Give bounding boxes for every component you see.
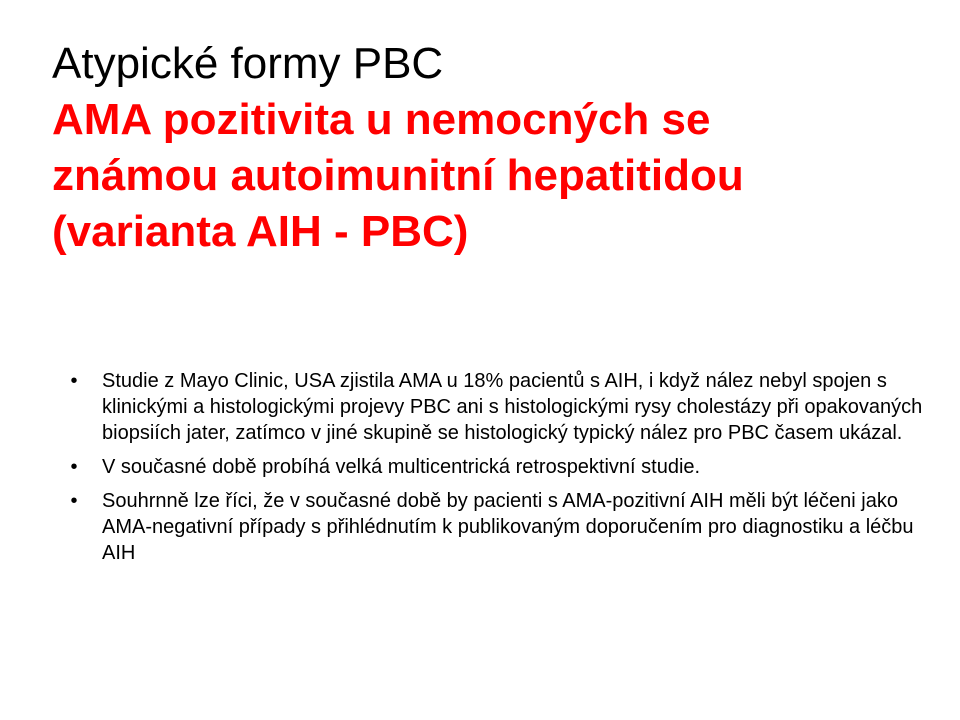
slide-title-block — [52, 36, 932, 260]
slide-title: Atypické formy PBC — [52, 39, 444, 88]
bullet-icon: • — [70, 370, 78, 392]
bullet-item-1 — [64, 368, 924, 446]
bullet-icon: • — [70, 456, 78, 478]
bullet-text-3: Souhrnně lze říci, že v současné době by pacienti s AMA-pozitivní AIH měli být léčeni jako AMA-negativní případy s přihlédnutím k publikovaným doporučením pro diagnostiku a léčbu AIH — [102, 490, 914, 564]
slide-subtitle-line-3: (varianta AIH - PBC) — [52, 207, 469, 256]
bullet-text-2: V současné době probíhá velká multicentrická retrospektivní studie. — [102, 456, 701, 478]
bullet-item-3 — [64, 488, 924, 566]
bullet-item-2 — [64, 454, 924, 480]
bullet-list — [64, 368, 924, 574]
slide-subtitle-line-1: AMA pozitivita u nemocných se — [52, 95, 711, 144]
bullet-icon: • — [70, 490, 78, 512]
slide-subtitle-line-2: známou autoimunitní hepatitidou — [52, 151, 744, 200]
bullet-text-1: Studie z Mayo Clinic, USA zjistila AMA u 18% pacientů s AIH, i když nález nebyl spojen s klinickými a histologickými projevy PBC ani s histologickými rysy cholestázy při opakovaných biopsiích jater, zatímco v jiné skupině se histologický typický nález pro PBC časem ukázal. — [102, 370, 923, 444]
